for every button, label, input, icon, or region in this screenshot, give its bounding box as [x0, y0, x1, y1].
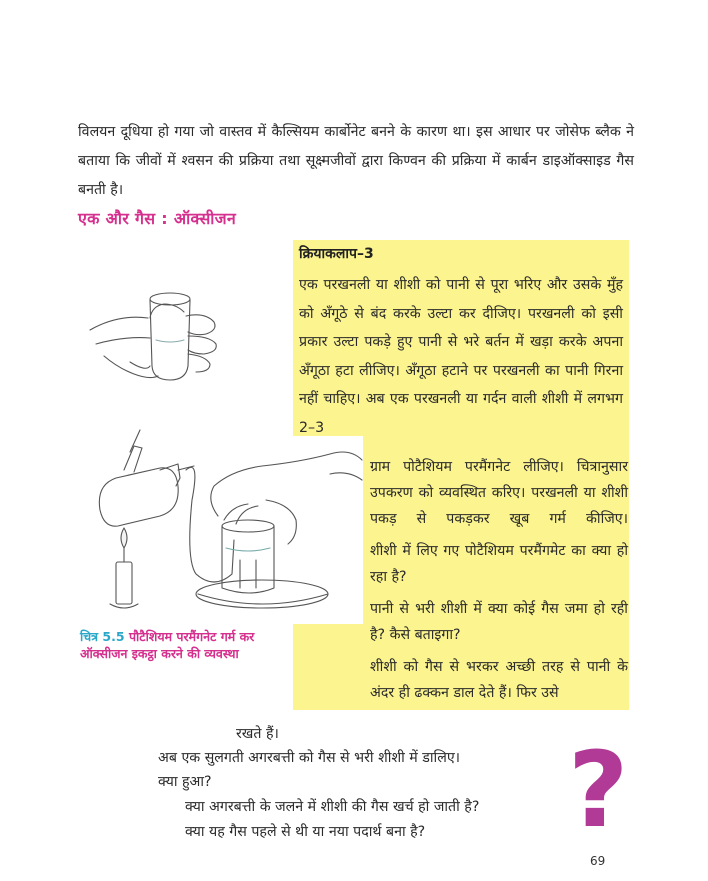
- activity-question-1: शीशी में लिए गए पोटैशियम परमैंगमेट का क्या हो रहा है?: [370, 543, 628, 585]
- figure-number: चित्र 5.5: [80, 629, 125, 644]
- figure-caption: [80, 628, 296, 662]
- page-number: 69: [590, 854, 606, 868]
- after-line-5: क्या यह गैस पहले से थी या नया पदार्थ बना है?: [185, 824, 426, 840]
- activity-title: क्रियाकलाप–3: [299, 246, 374, 262]
- section-heading: एक और गैस : ऑक्सीजन: [78, 209, 237, 228]
- after-line-3: क्या हुआ?: [158, 774, 212, 790]
- activity-continued: [370, 454, 628, 712]
- activity-paragraph-1: एक परखनली या शीशी को पानी से पूरा भरिए और उसके मुँह को अँगूठे से बंद करके उल्टा कर दीजिए। परखनली को इसी प्रकार उल्टा पकड़े हुए पानी से भरे बर्तन में खड़ा करके अपना अँगूठा हटा लीजिए। अँगूठा हटाने पर परखनली का पानी गिरना नहीं चाहिए। अब एक परखनली या गर्दन वाली शीशी में लगभग 2–3: [299, 277, 623, 436]
- after-line-1: रखते हैं।: [236, 726, 279, 742]
- figure-caption-text: पौटैशियम परमैंगनेट गर्म कर ऑक्सीजन इकट्ठा करने की व्यवस्था: [80, 629, 255, 661]
- activity-paragraph-2: ग्राम पोटैशियम परमैंगनेट लीजिए। चित्रानुसार उपकरण को व्यवस्थित करिए। परखनली या शीशी पकड़ से पकड़कर खूब गर्म कीजिए।: [370, 459, 628, 527]
- activity-question-2: पानी से भरी शीशी में क्या कोई गैस जमा हो रही है? कैसे बताइगा?: [370, 601, 628, 643]
- activity-paragraph-3: शीशी को गैस से भरकर अच्छी तरह से पानी के अंदर ही ढक्कन डाल देते हैं। फिर उसे: [370, 659, 628, 701]
- after-line-4: क्या अगरबत्ती के जलने में शीशी की गैस खर्च हो जाती है?: [185, 799, 480, 815]
- intro-text: विलयन दूधिया हो गया जो वास्तव में कैल्सियम कार्बोनेट बनने के कारण था। इस आधार पर जोसेफ ब्लैक ने बताया कि जीवों में श्वसन की प्रक्रिया तथा सूक्ष्मजीवों द्वारा किण्वन की प्रक्रिया में कार्बन डाइऑक्साइड गैस बनती है।: [78, 124, 634, 198]
- after-line-2: अब एक सुलगती अगरबत्ती को गैस से भरी शीशी में डालिए।: [158, 750, 461, 766]
- question-mark-icon: ?: [568, 729, 629, 851]
